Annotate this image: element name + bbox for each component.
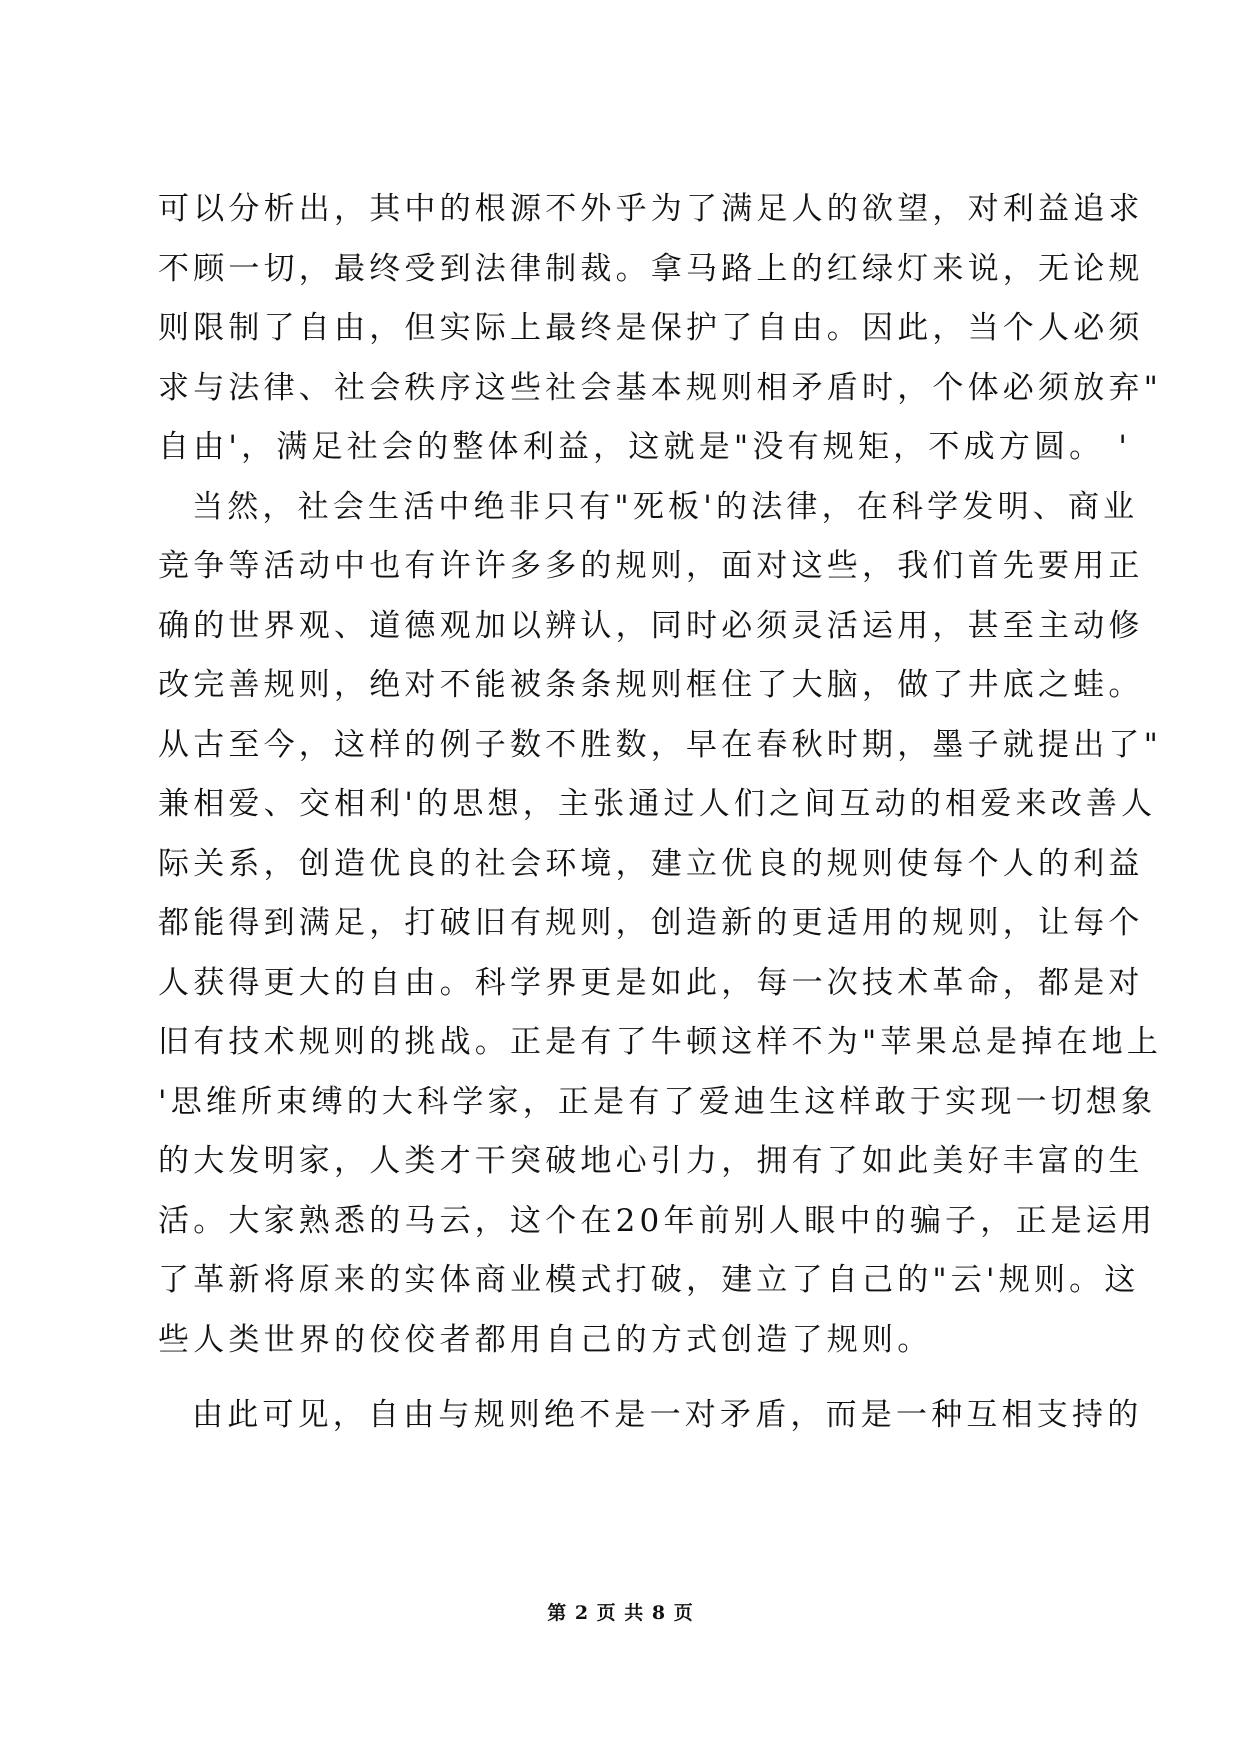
text-line: 了革新将原来的实体商业模式打破，建立了自己的"云'规则。这 — [158, 1262, 1140, 1298]
text-line: '思维所束缚的大科学家，正是有了爱迪生这样敢于实现一切想象 — [158, 1083, 1157, 1120]
text-line: 旧有技术规则的挑战。正是有了牛顿这样不为"苹果总是掉在地上 — [158, 1024, 1163, 1060]
text-line: 竞争等活动中也有许许多多的规则，面对这些，我们首先要用正 — [158, 548, 1144, 584]
text-line: 些人类世界的佼佼者都用自己的方式创造了规则。 — [158, 1321, 933, 1358]
body-text — [158, 180, 1163, 1446]
text-line: 际关系，创造优良的社会环境，建立优良的规则使每个人的利益 — [158, 845, 1144, 882]
text-line: 兼相爱、交相利'的思想，主张通过人们之间互动的相爱来改善人 — [158, 786, 1157, 822]
paragraph-start-line: 当然，社会生活中绝非只有"死板'的法律，在科学发明、商业 — [192, 488, 1139, 525]
text-line: 改完善规则，绝对不能被条条规则框住了大脑，做了井底之蛙。 — [158, 667, 1144, 703]
text-line: 人获得更大的自由。科学界更是如此，每一次技术革命，都是对 — [158, 964, 1144, 1001]
text-line: 可以分析出，其中的根源不外乎为了满足人的欲望，对利益追求 — [158, 191, 1144, 227]
text-line: 从古至今，这样的例子数不胜数，早在春秋时期，墨子就提出了" — [158, 726, 1163, 763]
text-line: 自由'，满足社会的整体利益，这就是"没有规矩，不成方圆。 ' — [158, 429, 1132, 465]
text-line: 活。大家熟悉的马云，这个在20年前别人眼中的骗子，正是运用 — [158, 1202, 1157, 1239]
text-line: 不顾一切，最终受到法律制裁。拿马路上的红绿灯来说，无论规 — [158, 250, 1144, 287]
text-line: 确的世界观、道德观加以辨认，同时必须灵活运用，甚至主动修 — [158, 607, 1144, 644]
page-number-footer: 第 2 页 共 8 页 — [547, 1602, 694, 1624]
text-line: 的大发明家，人类才干突破地心引力，拥有了如此美好丰富的生 — [158, 1143, 1144, 1179]
text-line: 都能得到满足，打破旧有规则，创造新的更适用的规则，让每个 — [158, 905, 1144, 941]
text-line: 则限制了自由，但实际上最终是保护了自由。因此，当个人必须 — [158, 310, 1144, 346]
text-line: 求与法律、社会秩序这些社会基本规则相矛盾时，个体必须放弃" — [158, 369, 1163, 406]
paragraph-start-line: 由此可见，自由与规则绝不是一对矛盾，而是一种互相支持的 — [192, 1397, 1143, 1433]
